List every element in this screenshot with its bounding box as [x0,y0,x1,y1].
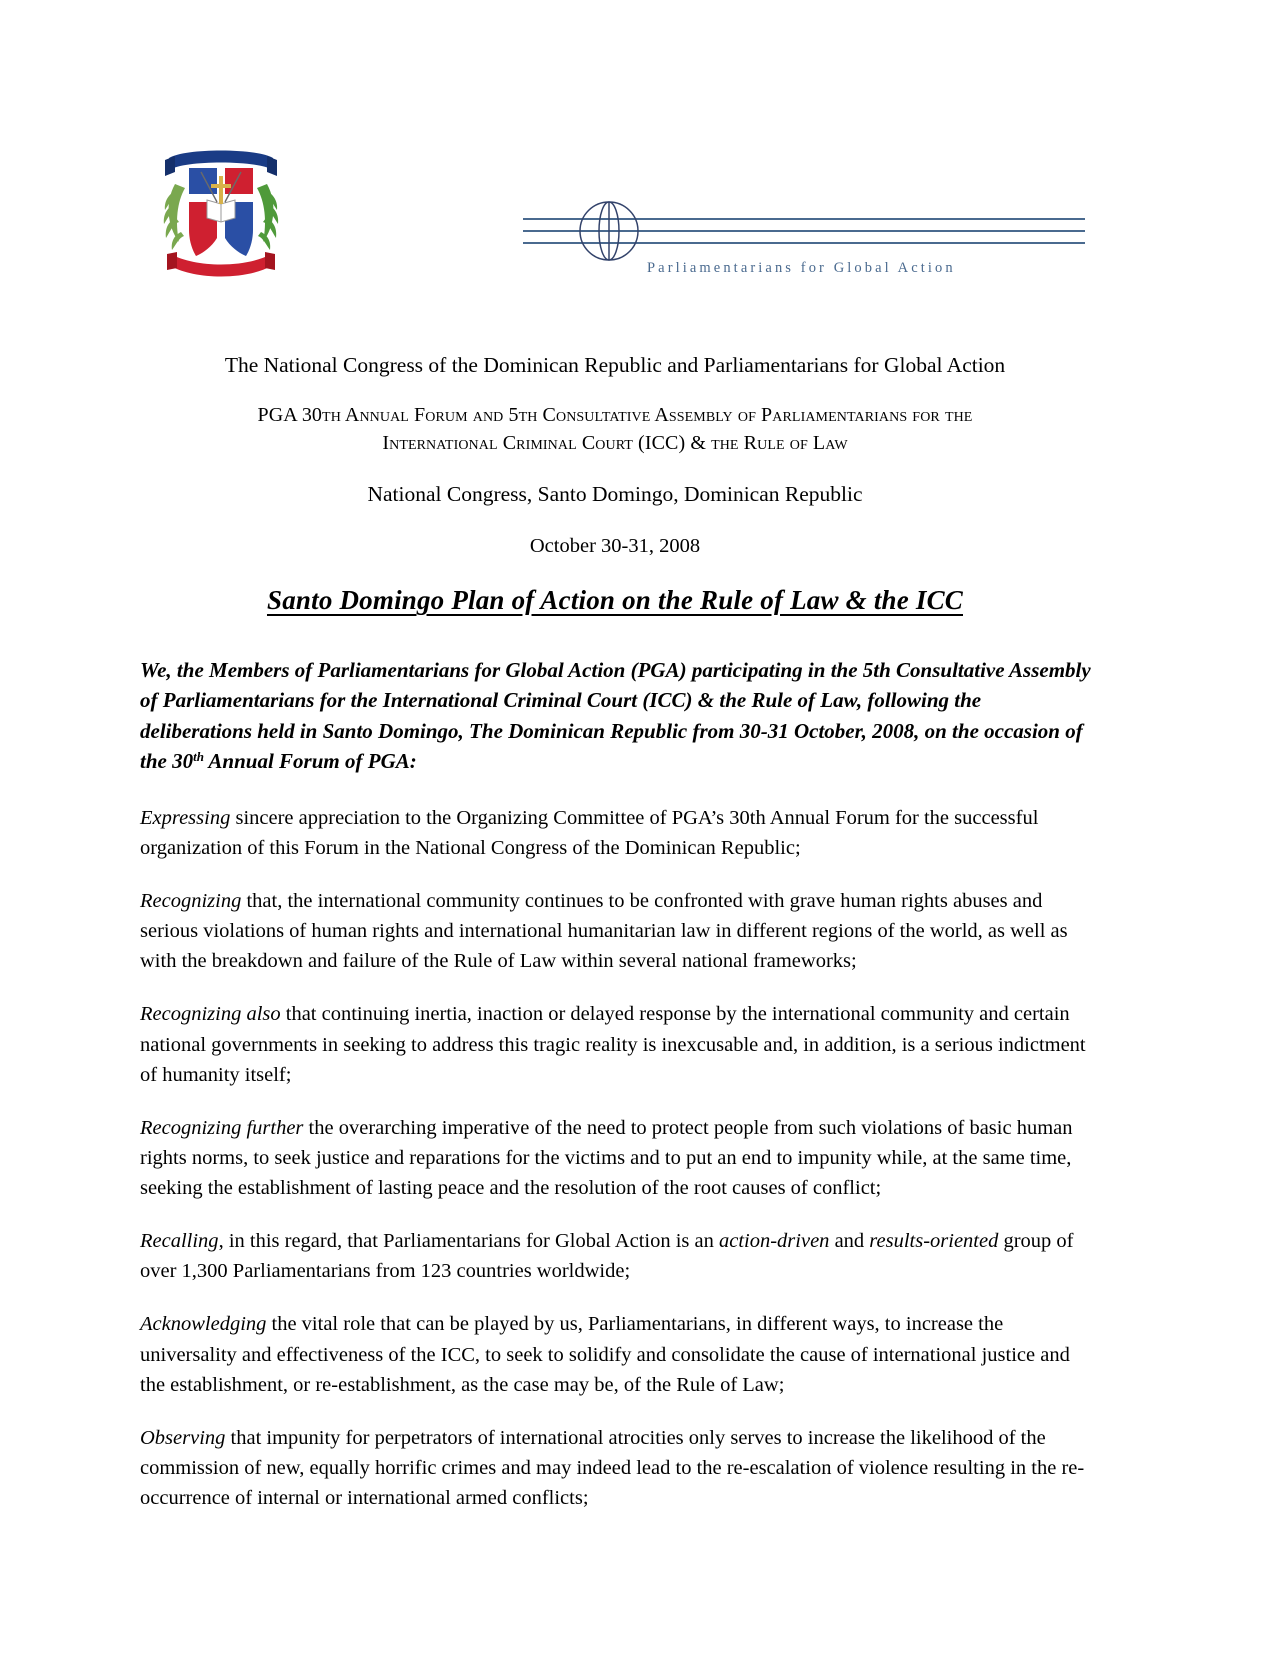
clause-text: the overarching imperative of the need to protect people from such violations of basic human rights norms, to seek justice and reparations for the victims and to put an end to impunity while, at the same time, seeking the establishment of lasting peace and the resolution of the root causes of conflict; [140,1116,1073,1199]
clause-recognizing-further [140,1113,1092,1203]
lead-paragraph [140,655,1092,777]
clause-text: sincere appreciation to the Organizing Committee of PGA’s 30th Annual Forum for the successful organization of this Forum in the National Congress of the Dominican Republic; [140,806,1039,859]
clause-recalling [140,1226,1092,1286]
clause-recognizing [140,886,1092,976]
clause-keyword: Observing [140,1426,226,1449]
host-organizations-line: The National Congress of the Dominican Republic and Parliamentarians for Global Action [224,353,1006,377]
clause-italic-results-oriented: results-oriented [869,1230,999,1253]
forum-title [135,401,1095,458]
document-header [135,352,1095,616]
clause-expressing [140,803,1092,863]
clause-text: that, the international community continues to be confronted with grave human rights abuses and serious violations of human rights and international humanitarian law in different regions of the world, as well as with the breakdown and failure of the Rule of Law within several national frameworks; [140,890,1068,973]
clause-text-after: group of over 1,300 Parliamentarians from 123 countries worldwide; [140,1230,1074,1283]
forum-title-line-1: PGA 30th Annual Forum and 5th Consultative Assembly of Parliamentarians for the [257,403,973,426]
clause-keyword: Expressing [140,806,231,829]
pga-wordmark: Parliamentarians for Global Action [647,260,956,276]
clause-text: that continuing inertia, inaction or delayed response by the international community and certain national governments in seeking to address this tragic reality is inexcusable and, in addition, is a serious indictment of humanity itself; [140,1003,1086,1086]
document-body [140,655,1092,1536]
clause-keyword: Acknowledging [140,1313,267,1336]
page-title: Santo Domingo Plan of Action on the Rule of Law & the ICC [266,585,963,616]
clause-observing [140,1423,1092,1513]
clause-keyword: Recognizing also [140,1003,281,1026]
clause-text-middle: and [829,1230,870,1253]
forum-title-line-2: International Criminal Court (ICC) & the Rule of Law [382,432,848,455]
clause-acknowledging [140,1309,1092,1399]
lead-paragraph-part-2: Annual Forum of PGA: [203,749,417,774]
clause-keyword: Recalling [140,1230,219,1253]
logo-band [0,130,1280,300]
globe-icon [578,200,640,262]
clause-keyword: Recognizing further [140,1116,304,1139]
date-line: October 30-31, 2008 [529,534,701,557]
lead-paragraph-superscript: th [193,749,204,765]
pga-logo [523,200,1085,292]
clause-italic-action-driven: action-driven [718,1230,830,1253]
clause-text: that impunity for perpetrators of international atrocities only serves to increase the likelihood of the commission of new, equally horrific crimes and may indeed lead to the re-escalation of violence resulting in the re-occurrence of internal or international armed conflicts; [140,1426,1085,1509]
clause-text: the vital role that can be played by us, Parliamentarians, in different ways, to increase the universality and effectiveness of the ICC, to seek to solidify and consolidate the cause of international justice and the establishment, or re-establishment, as the case may be, of the Rule of Law; [140,1313,1070,1396]
clause-recognizing-also [140,999,1092,1089]
lead-paragraph-part-1: We, the Members of Parliamentarians for Global Action (PGA) participating in the 5th Consultative Assembly of Parliamentarians for the International Criminal Court (ICC) & the Rule of Law, following the deliberations held in Santo Domingo, The Dominican Republic from 30-31 October, 2008, on the occasion of the 30 [140,658,1091,774]
venue-line: National Congress, Santo Domingo, Dominican Republic [367,481,863,506]
clause-text-before: , in this regard, that Parliamentarians for Global Action is an [218,1230,719,1253]
clause-keyword: Recognizing [140,890,242,912]
dominican-republic-coat-of-arms-icon [155,142,287,282]
